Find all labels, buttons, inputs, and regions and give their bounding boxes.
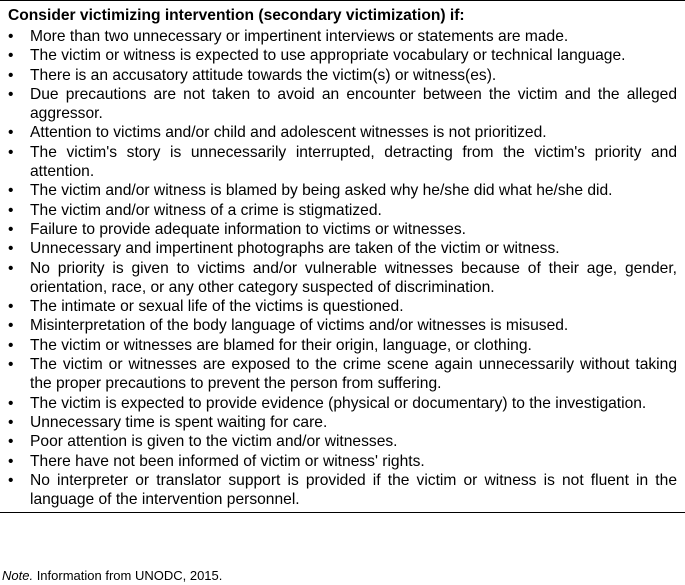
list-item [0,316,685,335]
list-item-text: The victim and/or witness is blamed by being asked why he/she did what he/she did. [30,182,613,200]
list-item-text: The victim or witnesses are exposed to the crime scene again unnecessarily without taking the proper precautions to prevent the person from suffering. [30,356,677,393]
bullet-dot-icon: • [8,220,14,238]
list-item-text: The victim's story is unnecessarily interrupted, detracting from the victim's priority and attention. [30,143,677,181]
bullet-dot-icon: • [8,336,14,354]
bullet-dot-icon: • [8,28,14,45]
list-item-text: Unnecessary and impertinent photographs are taken of the victim or witness. [30,240,560,258]
list-item-text: Attention to victims and/or child and adolescent witnesses is not prioritized. [30,124,547,142]
list-item [0,201,685,220]
list-item [0,66,685,85]
note-label: Note. [2,568,34,583]
list-item-text: The victim and/or witness of a crime is stigmatized. [30,201,382,219]
list-item-text: Unnecessary time is spent waiting for care. [30,413,328,431]
list-item [0,27,685,46]
bullet-dot-icon: • [8,452,14,470]
bullet-dot-icon: • [8,143,14,161]
bullet-dot-icon: • [8,413,14,431]
list-item [0,297,685,316]
list-item-text: There have not been informed of victim or witness' rights. [30,452,425,470]
bullet-dot-icon: • [8,356,14,374]
list-item-text: More than two unnecessary or impertinent interviews or statements are made. [30,28,569,45]
list-item-text: The victim or witness is expected to use appropriate vocabulary or technical language. [30,47,626,65]
list-item [0,336,685,355]
note-text: Information from UNODC, 2015. [33,568,223,583]
list-item [0,46,685,65]
list-item [0,413,685,432]
list-item [0,123,685,142]
list-item [0,432,685,451]
bullet-dot-icon: • [8,394,14,412]
list-item-text: Poor attention is given to the victim and/or witnesses. [30,433,398,451]
list-item [0,394,685,413]
list-item [0,471,685,510]
bullet-dot-icon: • [8,433,14,451]
bullet-dot-icon: • [8,66,14,84]
list-item-text: The intimate or sexual life of the victims is questioned. [30,298,404,316]
list-item-text: Due precautions are not taken to avoid an encounter between the victim and the alleged aggressor. [30,85,677,123]
bullet-dot-icon: • [8,182,14,200]
list-item-text: The victim is expected to provide evidence (physical or documentary) to the investigation. [30,394,647,412]
table-title: Consider victimizing intervention (secondary victimization) if: [8,7,465,24]
bullet-dot-icon: • [8,47,14,65]
bullet-dot-icon: • [8,317,14,335]
bullet-dot-icon: • [8,201,14,219]
list-item [0,85,685,124]
list-item-text: Misinterpretation of the body language of victims and/or witnesses is misused. [30,317,569,335]
list-item-text: No priority is given to victims and/or vulnerable witnesses because of their age, gender, orientation, race, or any other category suspected of discrimination. [30,259,677,296]
list-item [0,143,685,182]
bullet-dot-icon: • [8,259,14,277]
bullet-dot-icon: • [8,471,14,489]
bullet-dot-icon: • [8,124,14,142]
list-item [0,355,685,394]
list-item [0,259,685,298]
list-item [0,181,685,200]
list-item [0,239,685,258]
criteria-list [0,27,685,509]
bullet-dot-icon: • [8,85,14,103]
table-note [2,568,222,584]
list-item-text: Failure to provide adequate information to victims or witnesses. [30,220,466,238]
list-item [0,220,685,239]
list-item-text: The victim or witnesses are blamed for their origin, language, or clothing. [30,336,532,354]
list-item [0,452,685,471]
list-item-text: There is an accusatory attitude towards the victim(s) or witness(es). [30,66,497,84]
list-item-text: No interpreter or translator support is provided if the victim or witness is not fluent in the language of the intervention personnel. [30,471,677,509]
bullet-dot-icon: • [8,298,14,316]
bullet-dot-icon: • [8,240,14,258]
